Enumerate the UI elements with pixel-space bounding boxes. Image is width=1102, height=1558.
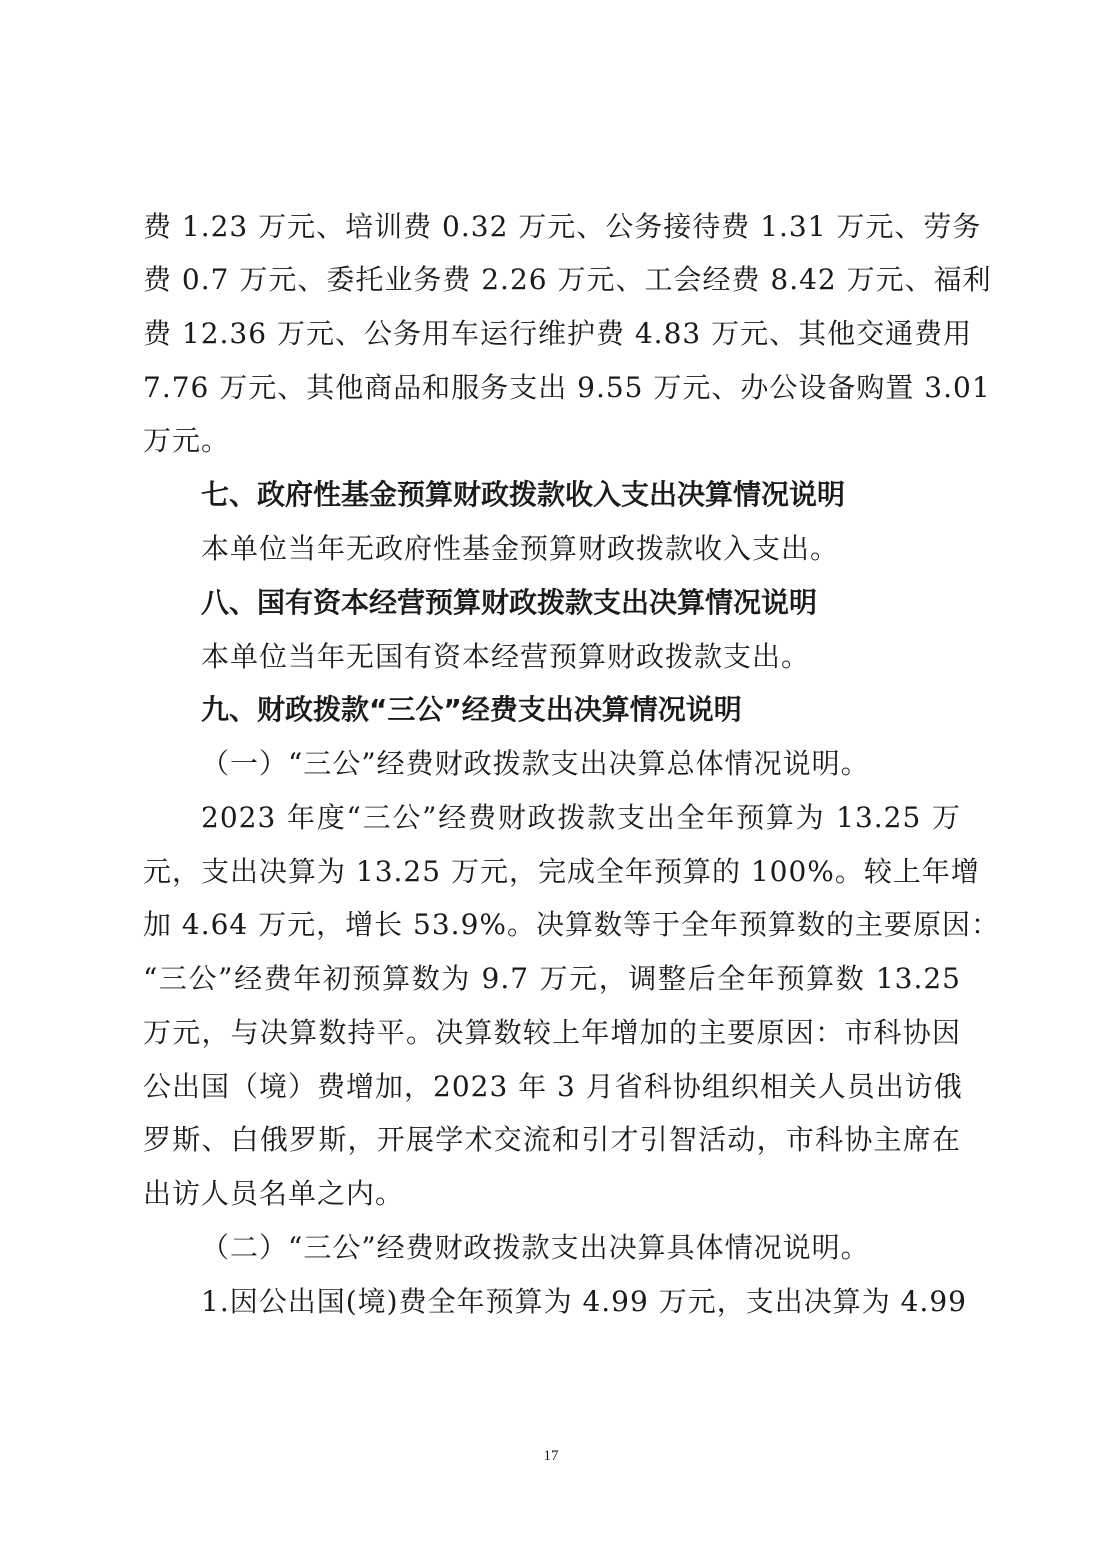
page-number: 17: [543, 1448, 559, 1464]
subsection-heading-1: （一）“三公”经费财政拨款支出决算总体情况说明。: [201, 747, 870, 780]
subsection-heading-2: （二）“三公”经费财政拨款支出决算具体情况说明。: [201, 1231, 870, 1264]
body-text-line: 出访人员名单之内。: [143, 1177, 405, 1210]
body-text-line: 本单位当年无国有资本经营预算财政拨款支出。: [201, 640, 811, 673]
body-text-line: 公出国（境）费增加，2023 年 3 月省科协组织相关人员出访俄: [143, 1070, 963, 1103]
body-text-line: 费 0.7 万元、委托业务费 2.26 万元、工会经费 8.42 万元、福利: [143, 263, 992, 296]
body-text-line: 费 1.23 万元、培训费 0.32 万元、公务接待费 1.31 万元、劳务: [143, 210, 982, 243]
body-text-line: 元，支出决算为 13.25 万元，完成全年预算的 100%。较上年增: [143, 855, 980, 888]
body-text-line: 加 4.64 万元，增长 53.9%。决算数等于全年预算数的主要原因：: [143, 908, 1000, 941]
body-text-line: 费 12.36 万元、公务用车运行维护费 4.83 万元、其他交通费用: [143, 317, 973, 350]
body-text-line: 万元，与决算数持平。决算数较上年增加的主要原因：市科协因: [143, 1016, 961, 1049]
body-text-line: 本单位当年无政府性基金预算财政拨款收入支出。: [201, 532, 840, 565]
section-heading-8: 八、国有资本经营预算财政拨款支出决算情况说明: [201, 586, 818, 619]
body-text-line: 罗斯、白俄罗斯，开展学术交流和引才引智活动，市科协主席在: [143, 1123, 961, 1156]
body-text-line: 万元。: [143, 424, 231, 457]
body-text-line: 1.因公出国(境)费全年预算为 4.99 万元，支出决算为 4.99: [201, 1285, 967, 1318]
body-text-line: 2023 年度“三公”经费财政拨款支出全年预算为 13.25 万: [201, 801, 961, 834]
body-text-line: “三公”经费年初预算数为 9.7 万元，调整后全年预算数 13.25: [143, 962, 961, 995]
section-heading-9: 九、财政拨款“三公”经费支出决算情况说明: [201, 693, 742, 726]
body-text-line: 7.76 万元、其他商品和服务支出 9.55 万元、办公设备购置 3.01: [143, 371, 991, 404]
section-heading-7: 七、政府性基金预算财政拨款收入支出决算情况说明: [201, 478, 846, 511]
